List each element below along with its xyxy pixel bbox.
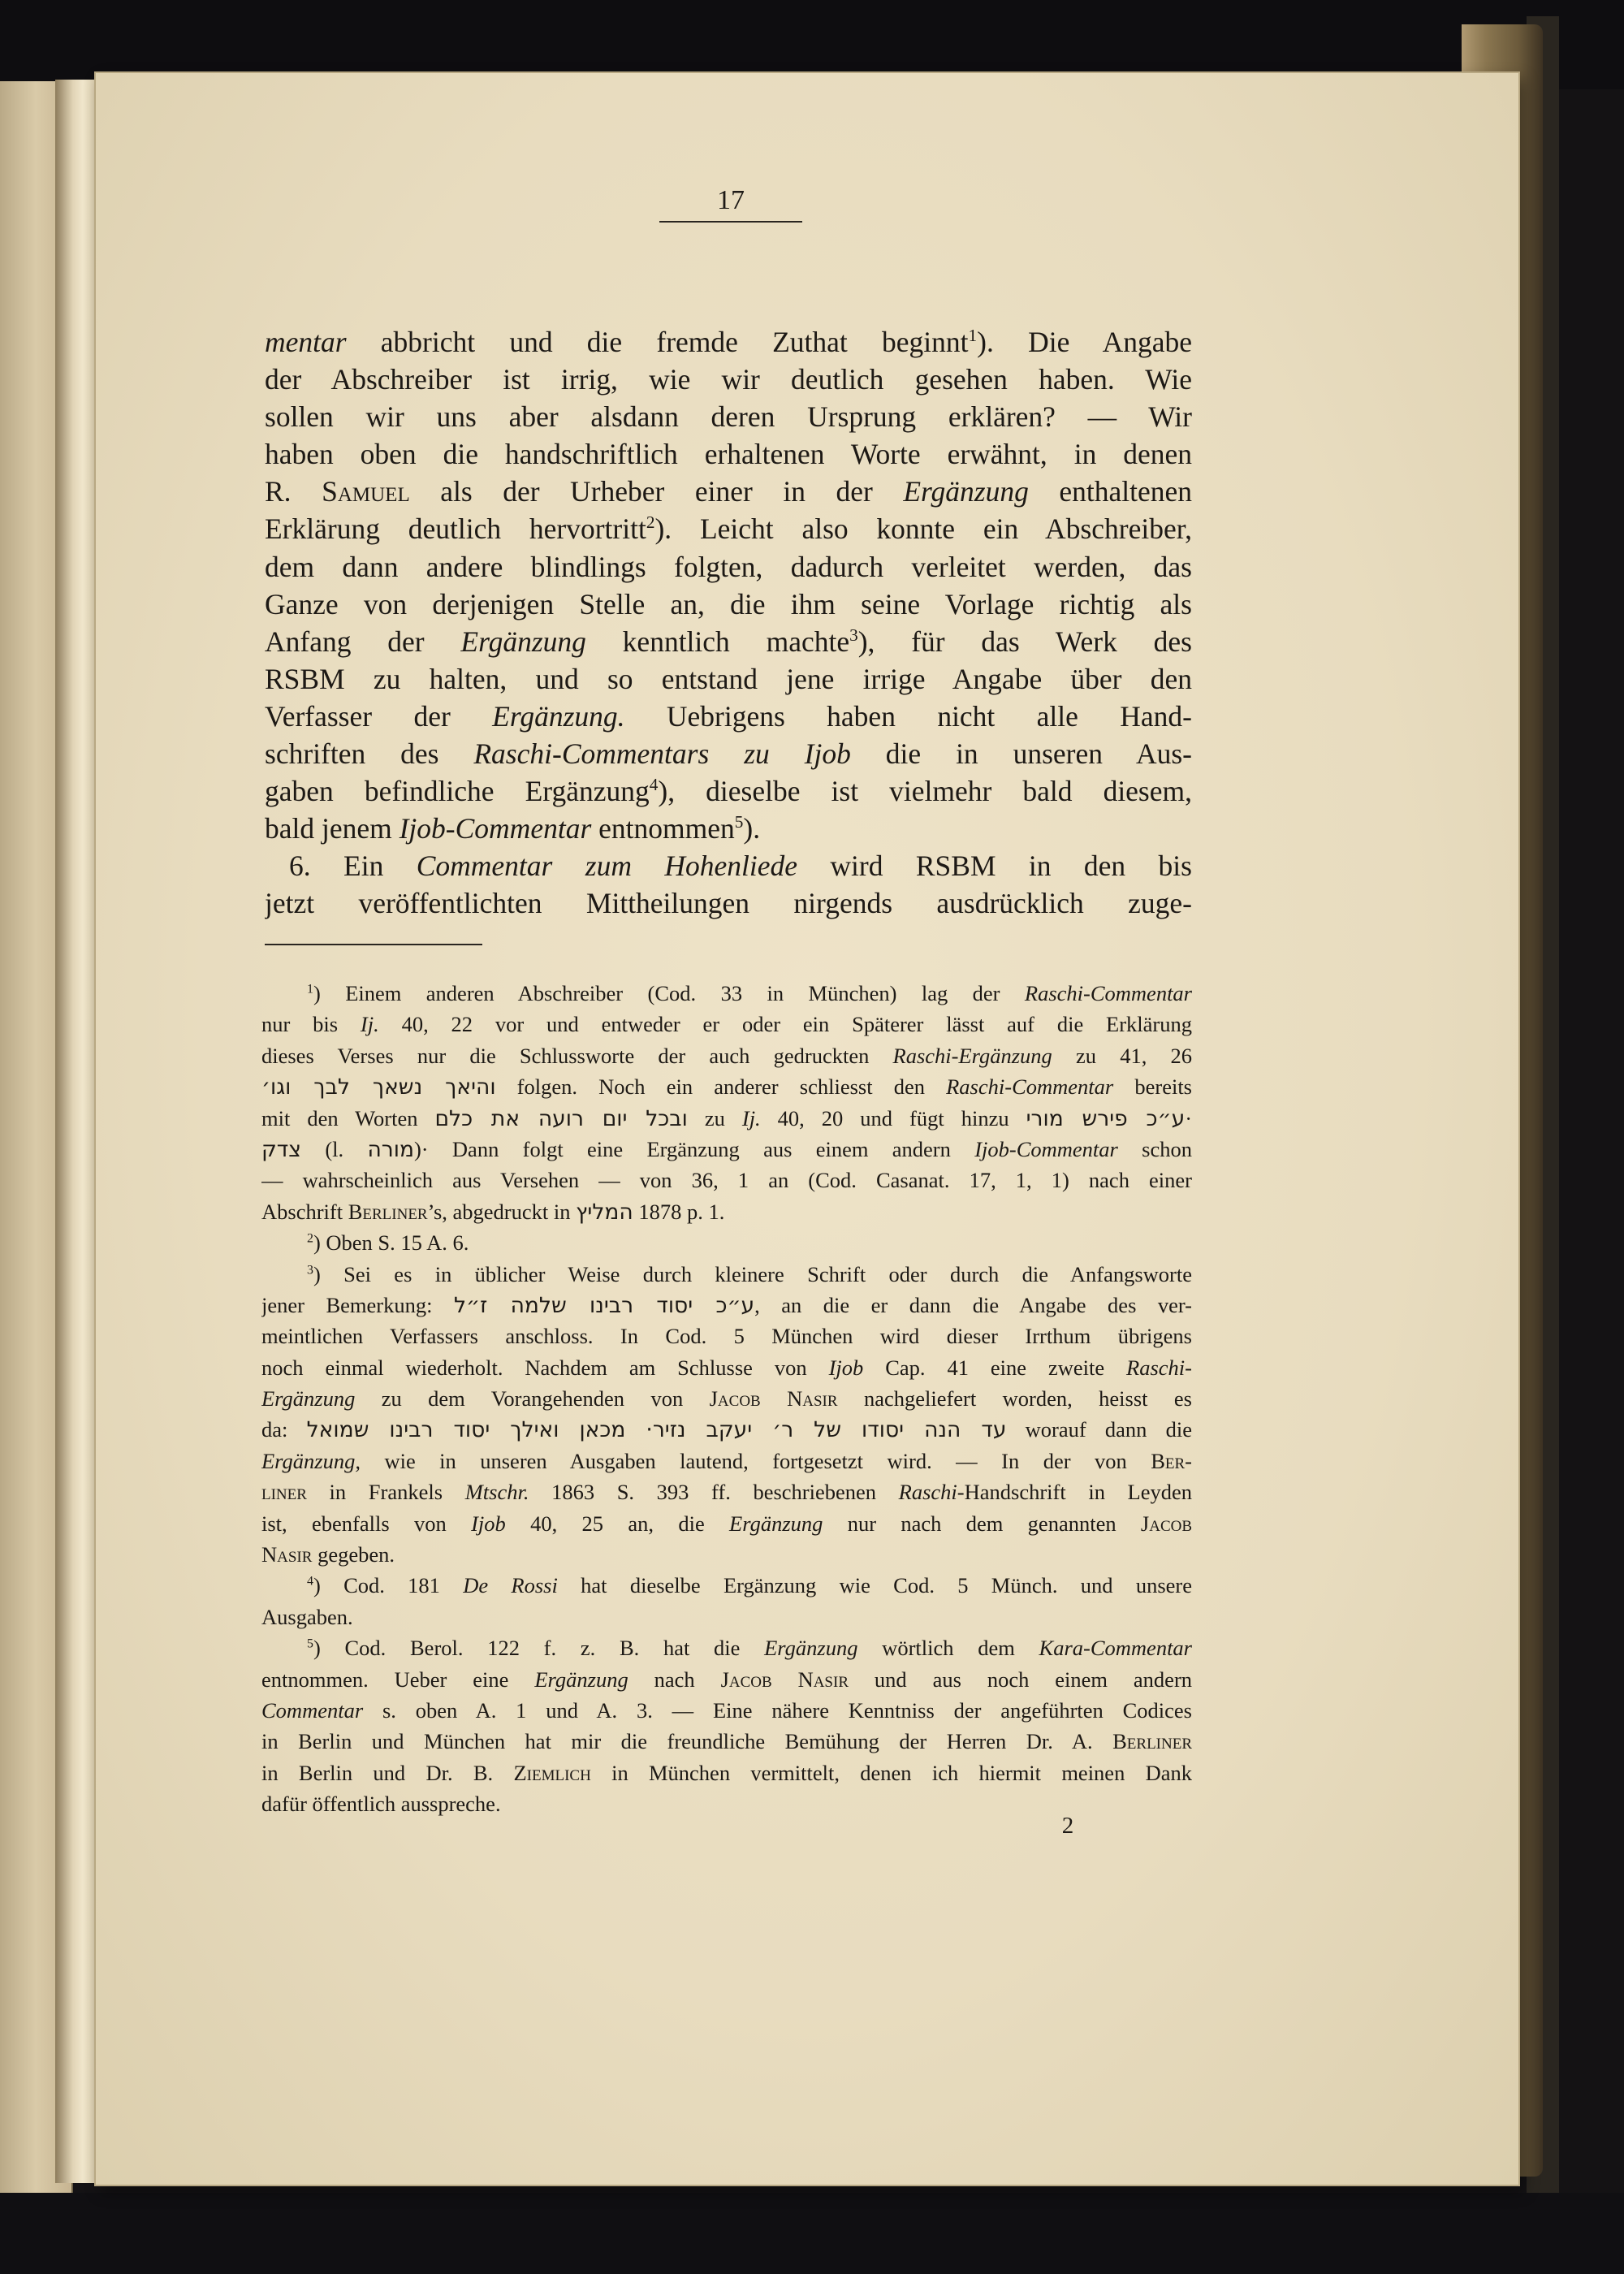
text-run: Verfasser der [265,699,493,733]
text-run: schriften des [265,737,474,771]
text-run: dem dann andere blindlings folgten, dadurch verleitet werden, das [265,550,1192,583]
footnote [261,1259,1192,1571]
body-line [265,735,1192,772]
body-line [265,698,1192,735]
italic-text: Commentar [261,1697,364,1723]
small-caps-name: Jacob Nasir [709,1386,838,1412]
header-rule [659,221,802,223]
text-run: 40, 25 an, die [505,1511,730,1536]
italic-text: Raschi- [1126,1355,1192,1380]
footnote-ref: 3 [307,1262,313,1277]
hebrew-text: והיאך נשאך לבך וגו׳ [261,1074,496,1100]
text-run: der Abschreiber ist irrig, wie wir deutlich gesehen haben. Wie [265,363,1192,396]
text-run: in Berlin und Dr. B. [261,1760,514,1785]
text-run: entnommen [591,812,735,845]
text-run: die in unseren Aus- [850,737,1192,771]
footnote-ref: 5 [307,1636,313,1651]
footnote-ref: 5 [734,812,744,832]
text-run: in München vermittelt, denen ich hiermit meinen Dank [590,1760,1192,1785]
footnote-rule [265,944,482,945]
text-run: )· Dann folgt eine Ergänzung aus einem andern [413,1136,975,1161]
footnote [261,1570,1192,1632]
text-run: gaben befindliche Ergänzung [265,775,650,808]
text-run: 40, 20 und fügt hinzu [760,1105,1026,1131]
footnote-ref: 3 [849,625,858,645]
body-line [265,323,1192,361]
text-run: bereits [1113,1074,1192,1100]
text-run: 1878 p. 1. [633,1199,725,1224]
text-run: bald jenem [265,812,400,845]
text-run: ), für das Werk des [857,625,1192,658]
italic-text: Ergänzung [729,1511,823,1536]
footnote-line [261,1165,1192,1195]
hebrew-text: צדק [261,1136,301,1162]
text-run: abbricht und die fremde Zuthat beginnt [346,326,969,358]
small-caps-name: Berliner [1112,1729,1192,1754]
hebrew-text: עד הנה יסודו של ר׳ יעקב נזיר· מכאן ואילך יסוד רבינו שמואל [306,1417,1007,1443]
text-run: Ganze von derjenigen Stelle an, die ihm seine Vorlage richtig als [265,587,1192,620]
text-run: sollen wir uns aber alsdann deren Ursprung erklären? — Wir [265,400,1192,434]
text-run: mit den Worten [261,1105,435,1131]
footnote-line [261,1602,1192,1632]
footnote-line [261,1071,1192,1102]
text-run: kenntlich machte [585,625,850,658]
footnote-line [261,1695,1192,1726]
footnote-line [261,1539,1192,1570]
text-run: 6. Ein [289,850,417,883]
italic-text: Raschi-Commentar [946,1074,1114,1100]
text-run: folgen. Noch ein anderer schliesst den [495,1074,947,1100]
text-run: R. [265,475,322,508]
text-run: Abschrift [261,1199,348,1224]
signature-mark: 2 [1061,1813,1074,1839]
small-caps-name: Nasir [261,1542,313,1567]
italic-text: De Rossi [463,1573,558,1598]
small-caps-name: Jacob Nasir [720,1667,849,1692]
text-run: wird RSBM in den bis [797,850,1192,883]
text-run: dafür öffentlich ausspreche. [261,1792,501,1817]
italic-text: Ergänzung. [492,699,625,733]
footnote-line [261,1508,1192,1539]
footnote-ref: 4 [307,1574,313,1589]
text-run: in Berlin und München hat mir die freundliche Bemühung der Herren Dr. A. [261,1729,1113,1754]
text-run: Cap. 41 eine zweite [863,1355,1127,1380]
text-run: ) Einem anderen Abschreiber (Cod. 33 in München) lag der [313,981,1025,1005]
text-run: Anfang der [265,625,461,658]
text-run: ) Oben S. 15 A. 6. [313,1230,469,1256]
text-run: in Frankels [306,1480,465,1505]
body-line [265,510,1192,547]
text-run: haben oben die handschriftlich erhaltenen Worte erwähnt, in denen [265,438,1192,471]
text-run: nur nach dem genannten [823,1511,1141,1536]
italic-text: Ergänzung [903,475,1029,508]
italic-text: Mtschr. [464,1480,529,1505]
text-run: ). Leicht also konnte ein Abschreiber, [654,512,1192,546]
text-run: zu 41, 26 [1052,1043,1192,1068]
text-run: 40, 22 vor und entweder er oder ein Späterer lässt auf die Erklärung [378,1012,1192,1037]
hebrew-text: מורה [367,1136,414,1162]
text-run: schon [1117,1136,1192,1161]
small-caps-name: Berliner [348,1199,428,1224]
body-line [265,473,1192,510]
text-run: noch einmal wiederholt. Nachdem am Schlusse von [261,1355,829,1380]
text-run: da: [261,1417,307,1442]
text-run: -Handschrift in Leyden [957,1480,1192,1505]
body-line [265,398,1192,435]
text-run: als der Urheber einer in der [409,475,904,508]
text-run: ) Cod. Berol. 122 f. z. B. hat die [313,1636,765,1661]
footnote [261,1632,1192,1819]
body-line [265,772,1192,810]
text-run: entnommen. Ueber eine [261,1667,535,1692]
text-run: 1863 S. 393 ff. beschriebenen [529,1480,899,1505]
italic-text: Raschi-Commentars zu Ijob [473,737,851,771]
hebrew-text: ע״כ יסוד רבינו שלמה ז״ל [453,1292,755,1318]
hebrew-text: ובכל יום רועה את כלם [434,1105,688,1131]
footnote-line [261,978,1192,1009]
scan-background-bottom [0,2193,1624,2274]
text-run: — wahrscheinlich aus Versehen — von 36, 1 an (Cod. Casanat. 17, 1, 1) nach einer [261,1168,1192,1193]
body-line [265,847,1192,884]
italic-text: Ij. [741,1105,761,1131]
main-text [265,323,1192,923]
text-run: jener Bemerkung: [261,1292,454,1317]
text-run: jetzt veröffentlichten Mittheilungen nirgends ausdrücklich zuge- [265,887,1192,920]
footnote-ref: 1 [307,982,313,996]
small-caps-name: Ziemlich [513,1760,591,1785]
italic-text: Ergänzung [460,625,586,658]
footnote [261,978,1192,1227]
footnote-ref: 1 [968,326,978,346]
hebrew-text: המליץ [576,1199,633,1225]
footnote-line [261,1103,1192,1134]
footnote-line [261,1383,1192,1414]
text-run: Uebrigens haben nicht alle Hand- [624,699,1192,733]
text-run: nur bis [261,1012,361,1037]
italic-text: Ij. [360,1012,379,1037]
text-run: · [1185,1105,1192,1131]
italic-text: Ergänzung, [261,1448,361,1473]
body-line [265,623,1192,660]
footnote-line [261,1321,1192,1351]
footnote-ref: 2 [307,1231,313,1246]
body-line [265,586,1192,623]
footnote-line [261,1757,1192,1788]
footnote-line [261,1196,1192,1227]
body-line [265,884,1192,922]
footnote-line [261,1134,1192,1165]
footnote-line [261,1259,1192,1290]
text-run: zu [687,1105,742,1131]
text-run: ), dieselbe ist vielmehr bald diesem, [658,775,1192,808]
text-run: nachgeliefert worden, heisst es [837,1386,1192,1412]
footnote-line [261,1009,1192,1040]
footnote-line [261,1788,1192,1819]
italic-text: Ergänzung [261,1386,356,1412]
text-run: und aus noch einem andern [849,1667,1192,1692]
text-run: zu dem Vorangehenden von [355,1386,710,1412]
italic-text: Ijob [828,1355,864,1380]
italic-text: Kara-Commentar [1039,1636,1192,1661]
body-line [265,660,1192,698]
text-run: s. oben A. 1 und A. 3. — Eine nähere Kenntniss der angeführten Codices [363,1697,1192,1723]
footnote-ref: 2 [646,512,655,533]
text-run: Ausgaben. [261,1604,353,1629]
text-run: dieses Verses nur die Schlussworte der auch gedruckten [261,1043,893,1068]
body-line [265,361,1192,398]
footnote-line [261,1040,1192,1071]
text-run: RSBM zu halten, und so entstand jene irrige Angabe über den [265,662,1192,695]
text-run: ist, ebenfalls von [261,1511,472,1536]
footnote-line [261,1227,1192,1258]
footnote-line [261,1290,1192,1321]
hebrew-text: ע״כ פירש מורי [1026,1105,1186,1131]
italic-text: Ergänzung [764,1636,858,1661]
text-run: meintlichen Verfassers anschloss. In Cod. 5 München wird dieser Irrthum übrigens [261,1324,1192,1349]
footnote [261,1227,1192,1258]
small-caps-name: Samuel [322,475,410,508]
italic-text: Ergänzung [534,1667,628,1692]
text-run: , an die er dann die Angabe des ver- [754,1292,1192,1317]
italic-text: Raschi-Commentar [1024,981,1192,1005]
italic-text: Ijob-Commentar [974,1136,1118,1161]
italic-text: mentar [265,326,347,358]
text-run: Erklärung deutlich hervortritt [265,512,646,546]
text-run: ). [743,812,761,845]
text-run: nach [628,1667,721,1692]
body-line [265,548,1192,586]
footnote-ref: 4 [649,775,659,795]
text-run: enthaltenen [1028,475,1192,508]
text-run: ). Die Angabe [977,326,1192,358]
body-line [265,810,1192,847]
footnote-line [261,1664,1192,1695]
text-run: ’s, abgedruckt in [427,1199,577,1224]
text-run: ) Cod. 181 [313,1573,464,1598]
italic-text: Ijob [471,1511,506,1536]
text-run: gegeben. [312,1542,395,1567]
italic-text: Commentar zum Hohenliede [416,850,797,883]
footnote-line [261,1570,1192,1601]
footnotes [261,978,1192,1820]
footnote-line [261,1632,1192,1663]
text-run: wörtlich dem [857,1636,1039,1661]
italic-text: Raschi [898,1480,957,1505]
body-line [265,435,1192,473]
footnote-line [261,1446,1192,1476]
page-number: 17 [717,185,745,215]
small-caps-name: Jacob [1140,1511,1192,1536]
footnote-line [261,1414,1192,1445]
small-caps-name: Ber- [1151,1448,1192,1473]
small-caps-name: liner [261,1480,307,1505]
text-run: hat dieselbe Ergänzung wie Cod. 5 Münch. und unsere [557,1573,1192,1598]
text-run: ) Sei es in üblicher Weise durch kleinere Schrift oder durch die Anfangsworte [313,1261,1192,1286]
footnote-line [261,1352,1192,1383]
italic-text: Ijob-Commentar [399,812,592,845]
text-run: (l. [301,1136,368,1161]
footnote-line [261,1726,1192,1757]
text-run: worauf dann die [1006,1417,1192,1442]
text-run: wie in unseren Ausgaben lautend, fortgesetzt wird. — In der von [360,1448,1151,1473]
italic-text: Raschi-Ergänzung [892,1043,1052,1068]
footnote-line [261,1476,1192,1507]
